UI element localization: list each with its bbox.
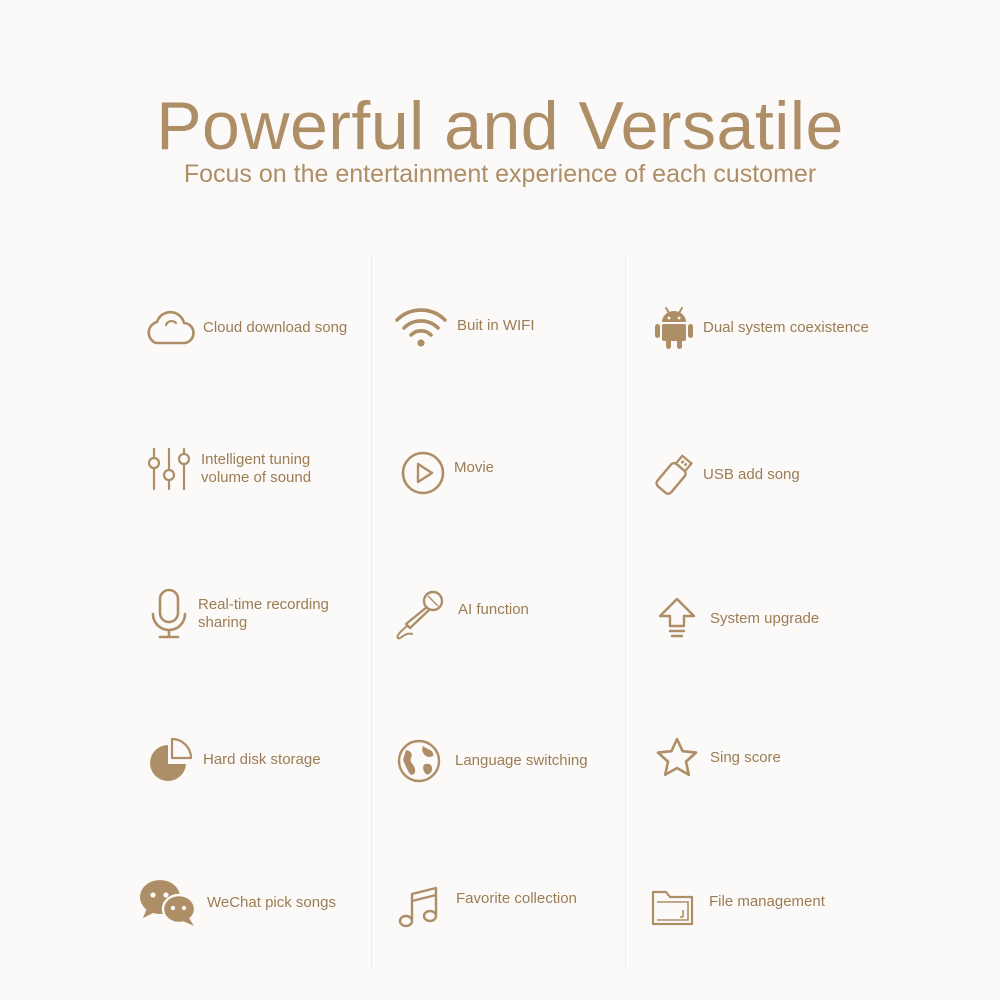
column-divider-right [625,255,626,970]
upgrade-icon [656,596,698,642]
feature-sing-score [654,736,781,780]
feature-label: Dual system coexistence [703,319,869,336]
feature-label: System upgrade [710,610,820,627]
feature-cloud-download [143,308,347,348]
feature-label: Intelligent tuning volume of sound [201,451,312,486]
feature-movie [400,450,494,496]
feature-file-management [650,886,825,928]
feature-wifi [393,304,535,348]
feature-label: Buit in WIFI [457,317,535,334]
feature-usb [653,454,800,496]
karaoke-mic-icon [394,588,450,640]
column-divider-left [371,255,372,970]
feature-wechat [139,878,336,928]
feature-ai [394,588,529,640]
feature-label: Favorite collection [456,890,577,907]
feature-label: File management [709,893,825,910]
wifi-icon [393,304,449,348]
star-icon [654,736,700,780]
feature-recording [148,588,329,640]
feature-label: USB add song [703,466,800,483]
globe-icon [396,738,442,784]
feature-label: WeChat pick songs [207,894,336,911]
feature-upgrade [656,596,819,642]
feature-dual-system [653,306,869,350]
feature-label: Language switching [455,752,588,769]
pie-chart-icon [147,736,195,784]
usb-icon [653,454,695,496]
feature-favorite [396,884,577,930]
music-note-icon [396,884,442,930]
play-icon [400,450,446,496]
cloud-icon [143,308,195,348]
feature-label: Sing score [710,749,781,766]
feature-hard-disk [147,736,321,784]
folder-icon [650,886,696,928]
android-icon [653,306,695,350]
feature-intelligent-tuning [145,446,311,492]
page-subtitle: Focus on the entertainment experience of each customer [183,160,817,188]
equalizer-icon [145,446,193,492]
feature-label: Movie [454,459,495,476]
wechat-icon [139,878,197,928]
feature-label: AI function [458,601,529,618]
microphone-icon [148,588,190,640]
page-title: Powerful and Versatile [156,88,844,164]
feature-label: Real-time recording sharing [198,596,329,631]
feature-label: Cloud download song [203,319,348,336]
feature-language [396,738,588,784]
feature-label: Hard disk storage [203,751,321,768]
